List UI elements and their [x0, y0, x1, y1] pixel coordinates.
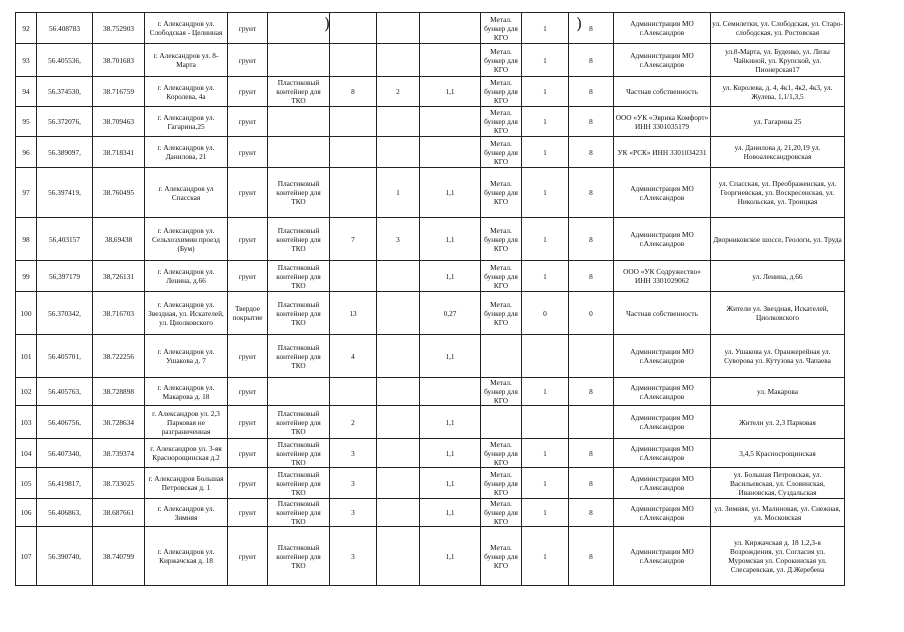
owner-cell: Администрация МО г.Александров — [614, 168, 711, 218]
owner-cell: Администрация МО г.Александров — [614, 218, 711, 261]
owner-cell: Администрация МО г.Александров — [614, 335, 711, 378]
container-count-cell — [330, 13, 377, 44]
container-type-cell: Пластиковый контейнер для ТКО — [268, 527, 330, 586]
bulk-bin-volume-cell: 8 — [569, 168, 614, 218]
address-cell: г. Александров ул. Данилова, 21 — [145, 137, 228, 168]
latitude-cell: 56.370342, — [37, 292, 93, 335]
table-row — [16, 378, 845, 406]
bulk-bin-volume-cell: 8 — [569, 44, 614, 77]
extra-count-cell — [377, 107, 420, 137]
longitude-cell: 38.687661 — [93, 499, 145, 527]
served-area-cell: ул. Семилетки, ул. Слободская, ул. Старо-слободская, ул. Ростовская — [711, 13, 845, 44]
bulk-bin-volume-cell: 0 — [569, 292, 614, 335]
served-area-cell: Жители ул. 2,3 Парковая — [711, 406, 845, 439]
row-number-cell: 96 — [16, 137, 37, 168]
bulk-bin-qty-cell: 1 — [522, 13, 569, 44]
bulk-bin-type-cell — [481, 335, 522, 378]
owner-cell: ООО «УК «Эврика Комфорт» ИНН 3301035179 — [614, 107, 711, 137]
container-count-cell — [330, 44, 377, 77]
bulk-bin-qty-cell: 1 — [522, 499, 569, 527]
container-volume-cell — [420, 13, 481, 44]
bulk-bin-type-cell: Метал. бункер для КГО — [481, 13, 522, 44]
container-volume-cell: 1,1 — [420, 527, 481, 586]
address-cell: г. Александров ул. Ушакова д. 7 — [145, 335, 228, 378]
container-volume-cell — [420, 378, 481, 406]
container-volume-cell: 1,1 — [420, 261, 481, 292]
owner-cell: Администрация МО г.Александров — [614, 378, 711, 406]
latitude-cell: 56,403157 — [37, 218, 93, 261]
address-cell: г. Александров ул. 3-яя Краснорощинская д.2 — [145, 439, 228, 468]
latitude-cell: 56.406756, — [37, 406, 93, 439]
bulk-bin-type-cell: Метал. бункер для КГО — [481, 527, 522, 586]
owner-cell: Администрация МО г.Александров — [614, 406, 711, 439]
surface-cell: грунт — [228, 261, 268, 292]
longitude-cell: 38.739374 — [93, 439, 145, 468]
container-volume-cell: 1,1 — [420, 77, 481, 107]
extra-count-cell — [377, 137, 420, 168]
container-count-cell: 3 — [330, 439, 377, 468]
surface-cell: грунт — [228, 168, 268, 218]
container-volume-cell — [420, 137, 481, 168]
served-area-cell: ул. Спасская, ул. Преображенская, ул. Георгиевская, ул. Воскресенская, ул. Никольская, ул. Троицкая — [711, 168, 845, 218]
surface-cell: грунт — [228, 335, 268, 378]
bulk-bin-volume-cell: 8 — [569, 77, 614, 107]
surface-cell: грунт — [228, 439, 268, 468]
bulk-bin-volume-cell: 8 — [569, 468, 614, 499]
extra-count-cell — [377, 406, 420, 439]
row-number-cell: 104 — [16, 439, 37, 468]
bulk-bin-volume-cell: 8 — [569, 137, 614, 168]
surface-cell: грунт — [228, 107, 268, 137]
address-cell: г. Александров Большая Петровская д. 1 — [145, 468, 228, 499]
container-volume-cell: 1,1 — [420, 406, 481, 439]
row-number-cell: 106 — [16, 499, 37, 527]
bulk-bin-volume-cell: 8 — [569, 499, 614, 527]
longitude-cell: 38.728634 — [93, 406, 145, 439]
bulk-bin-type-cell: Метал. бункер для КГО — [481, 77, 522, 107]
latitude-cell: 56.419817, — [37, 468, 93, 499]
owner-cell: Администрация МО г.Александров — [614, 13, 711, 44]
owner-cell: Администрация МО г.Александров — [614, 44, 711, 77]
owner-cell: Администрация МО г.Александров — [614, 439, 711, 468]
bulk-bin-type-cell: Метал. бункер для КГО — [481, 44, 522, 77]
latitude-cell: 56.397419, — [37, 168, 93, 218]
served-area-cell: ул. Ленина, д.66 — [711, 261, 845, 292]
extra-count-cell — [377, 439, 420, 468]
container-count-cell — [330, 168, 377, 218]
owner-cell: Частная собственность — [614, 77, 711, 107]
container-type-cell: Пластиковый контейнер для ТКО — [268, 439, 330, 468]
row-number-cell: 94 — [16, 77, 37, 107]
container-type-cell: Пластиковый контейнер для ТКО — [268, 335, 330, 378]
container-type-cell — [268, 137, 330, 168]
served-area-cell: ул. Данилова д. 21,20,19 ул. Новоалександровская — [711, 137, 845, 168]
table-row — [16, 218, 845, 261]
bulk-bin-type-cell: Метал. бункер для КГО — [481, 218, 522, 261]
table-row — [16, 439, 845, 468]
bulk-bin-qty-cell: 1 — [522, 77, 569, 107]
bulk-bin-qty-cell — [522, 335, 569, 378]
address-cell: г. Александров ул. Гагарина,25 — [145, 107, 228, 137]
address-cell: г. Александров ул. Макарова д. 18 — [145, 378, 228, 406]
extra-count-cell — [377, 44, 420, 77]
table-row — [16, 499, 845, 527]
table-row — [16, 527, 845, 586]
bulk-bin-volume-cell: 8 — [569, 527, 614, 586]
container-volume-cell: 1,1 — [420, 468, 481, 499]
container-count-cell — [330, 261, 377, 292]
address-cell: г. Александров ул. Слободская - Целинная — [145, 13, 228, 44]
bulk-bin-volume-cell: 8 — [569, 261, 614, 292]
container-count-cell: 3 — [330, 527, 377, 586]
bulk-bin-volume-cell — [569, 335, 614, 378]
surface-cell: грунт — [228, 218, 268, 261]
container-count-cell: 13 — [330, 292, 377, 335]
container-count-cell: 3 — [330, 499, 377, 527]
row-number-cell: 92 — [16, 13, 37, 44]
bulk-bin-qty-cell: 1 — [522, 261, 569, 292]
row-number-cell: 93 — [16, 44, 37, 77]
owner-cell: Администрация МО г.Александров — [614, 468, 711, 499]
surface-cell: грунт — [228, 137, 268, 168]
row-number-cell: 107 — [16, 527, 37, 586]
served-area-cell: Дворниковское шоссе, Геологи, ул. Труда — [711, 218, 845, 261]
longitude-cell: 38,726131 — [93, 261, 145, 292]
surface-cell: грунт — [228, 44, 268, 77]
longitude-cell: 38.716703 — [93, 292, 145, 335]
table-row — [16, 335, 845, 378]
served-area-cell: ул. Ушакова ул. Оранжерейная ул. Суворова ул. Кутузова ул. Чапаева — [711, 335, 845, 378]
owner-cell: Частная собственность — [614, 292, 711, 335]
container-count-cell: 3 — [330, 468, 377, 499]
longitude-cell: 38,69438 — [93, 218, 145, 261]
table-row — [16, 406, 845, 439]
container-count-cell: 2 — [330, 406, 377, 439]
bulk-bin-type-cell: Метал. бункер для КГО — [481, 292, 522, 335]
longitude-cell: 38.716759 — [93, 77, 145, 107]
row-number-cell: 103 — [16, 406, 37, 439]
extra-count-cell — [377, 335, 420, 378]
latitude-cell: 56.407340, — [37, 439, 93, 468]
row-number-cell: 101 — [16, 335, 37, 378]
longitude-cell: 38.760495 — [93, 168, 145, 218]
surface-cell: грунт — [228, 499, 268, 527]
address-cell: г. Александров ул. Звездная, ул. Искателей, ул. Циолковского — [145, 292, 228, 335]
bulk-bin-type-cell: Метал. бункер для КГО — [481, 499, 522, 527]
latitude-cell: 56.372076, — [37, 107, 93, 137]
bulk-bin-qty-cell: 0 — [522, 292, 569, 335]
address-cell: г. Александров ул. 8-Марта — [145, 44, 228, 77]
bulk-bin-volume-cell: 8 — [569, 107, 614, 137]
waste-sites-table — [15, 12, 845, 586]
surface-cell: грунт — [228, 77, 268, 107]
container-count-cell — [330, 378, 377, 406]
latitude-cell: 56.389097, — [37, 137, 93, 168]
bulk-bin-type-cell — [481, 406, 522, 439]
bulk-bin-type-cell: Метал. бункер для КГО — [481, 137, 522, 168]
served-area-cell: ул. Гагарина 25 — [711, 107, 845, 137]
served-area-cell: ул. Зимняя, ул. Малиновая, ул. Снежная, ул. Московская — [711, 499, 845, 527]
extra-count-cell — [377, 527, 420, 586]
row-number-cell: 98 — [16, 218, 37, 261]
longitude-cell: 38.709463 — [93, 107, 145, 137]
address-cell: г. Александров ул. Киржачская д. 18 — [145, 527, 228, 586]
bulk-bin-type-cell: Метал. бункер для КГО — [481, 261, 522, 292]
container-type-cell: Пластиковый контейнер для ТКО — [268, 499, 330, 527]
owner-cell: ООО «УК Содружество» ИНН 3301029062 — [614, 261, 711, 292]
address-cell: г. Александров ул. Сельхозхимии проезд (Бум) — [145, 218, 228, 261]
served-area-cell: ул. Большая Петровская, ул. Васильевская, ул. Словинская, Ивановская, Суздальская — [711, 468, 845, 499]
container-type-cell — [268, 13, 330, 44]
address-cell: г. Александров ул. Королева, 4а — [145, 77, 228, 107]
container-volume-cell: 1,1 — [420, 499, 481, 527]
surface-cell: грунт — [228, 406, 268, 439]
table-row — [16, 468, 845, 499]
bulk-bin-qty-cell: 1 — [522, 168, 569, 218]
container-type-cell: Пластиковый контейнер для ТКО — [268, 77, 330, 107]
served-area-cell: ул.8-Марта, ул. Буденко, ул. Лизы Чайкиной, ул. Крупской, ул. Пионерская17 — [711, 44, 845, 77]
served-area-cell: ул. Макарова — [711, 378, 845, 406]
latitude-cell: 56.405701, — [37, 335, 93, 378]
address-cell: г. Александров ул. 2,3 Парковая не разграниченная — [145, 406, 228, 439]
container-type-cell: Пластиковый контейнер для ТКО — [268, 406, 330, 439]
scan-mark: ) — [576, 14, 583, 33]
surface-cell: Твердое покрытие — [228, 292, 268, 335]
row-number-cell: 95 — [16, 107, 37, 137]
longitude-cell: 38.752903 — [93, 13, 145, 44]
address-cell: г. Александров ул. Зимняя — [145, 499, 228, 527]
container-count-cell — [330, 107, 377, 137]
row-number-cell: 97 — [16, 168, 37, 218]
bulk-bin-type-cell: Метал. бункер для КГО — [481, 378, 522, 406]
container-count-cell — [330, 137, 377, 168]
container-volume-cell — [420, 107, 481, 137]
bulk-bin-qty-cell: 1 — [522, 527, 569, 586]
extra-count-cell: 3 — [377, 218, 420, 261]
extra-count-cell — [377, 499, 420, 527]
latitude-cell: 56.405763, — [37, 378, 93, 406]
container-type-cell — [268, 378, 330, 406]
table-body — [16, 13, 845, 586]
container-type-cell: Пластиковый контейнер для ТКО — [268, 292, 330, 335]
owner-cell: Администрация МО г.Александров — [614, 527, 711, 586]
bulk-bin-qty-cell: 1 — [522, 218, 569, 261]
latitude-cell: 56.405536, — [37, 44, 93, 77]
surface-cell: грунт — [228, 527, 268, 586]
longitude-cell: 38.728898 — [93, 378, 145, 406]
container-type-cell: Пластиковый контейнер для ТКО — [268, 468, 330, 499]
registry-sheet — [15, 12, 845, 586]
row-number-cell: 100 — [16, 292, 37, 335]
bulk-bin-volume-cell: 8 — [569, 378, 614, 406]
bulk-bin-type-cell: Метал. бункер для КГО — [481, 107, 522, 137]
extra-count-cell: 2 — [377, 77, 420, 107]
bulk-bin-qty-cell: 1 — [522, 378, 569, 406]
longitude-cell: 38.722256 — [93, 335, 145, 378]
address-cell: г. Александров ул Спасская — [145, 168, 228, 218]
bulk-bin-qty-cell: 1 — [522, 44, 569, 77]
bulk-bin-type-cell: Метал. бункер для КГО — [481, 168, 522, 218]
served-area-cell: Жители ул. Звездная, Искателей, Циолковского — [711, 292, 845, 335]
table-row — [16, 292, 845, 335]
bulk-bin-volume-cell: 8 — [569, 439, 614, 468]
bulk-bin-volume-cell — [569, 406, 614, 439]
container-count-cell: 4 — [330, 335, 377, 378]
table-row — [16, 168, 845, 218]
served-area-cell: ул. Киржачская д. 18 1,2,3-я Возрождения, ул. Согласия ул. Муромская ул. Сорокинская ул. Слесаревская, ул. Д.Жеребена — [711, 527, 845, 586]
container-volume-cell: 1,1 — [420, 218, 481, 261]
table-row — [16, 137, 845, 168]
extra-count-cell — [377, 378, 420, 406]
owner-cell: Администрация МО г.Александров — [614, 499, 711, 527]
surface-cell: грунт — [228, 378, 268, 406]
table-row — [16, 261, 845, 292]
row-number-cell: 102 — [16, 378, 37, 406]
container-type-cell: Пластиковый контейнер для ТКО — [268, 168, 330, 218]
latitude-cell: 56.408783 — [37, 13, 93, 44]
container-volume-cell: 1,1 — [420, 439, 481, 468]
container-count-cell: 8 — [330, 77, 377, 107]
bulk-bin-type-cell: Метал. бункер для КГО — [481, 468, 522, 499]
row-number-cell: 105 — [16, 468, 37, 499]
table-row — [16, 107, 845, 137]
bulk-bin-qty-cell: 1 — [522, 107, 569, 137]
bulk-bin-qty-cell: 1 — [522, 137, 569, 168]
container-count-cell: 7 — [330, 218, 377, 261]
surface-cell: грунт — [228, 13, 268, 44]
container-volume-cell: 1,1 — [420, 335, 481, 378]
extra-count-cell — [377, 13, 420, 44]
scan-mark: ) — [324, 14, 331, 33]
container-volume-cell: 1,1 — [420, 168, 481, 218]
served-area-cell: 3,4,5 Красносрощинская — [711, 439, 845, 468]
bulk-bin-volume-cell: 8 — [569, 218, 614, 261]
latitude-cell: 56.374530, — [37, 77, 93, 107]
bulk-bin-qty-cell: 1 — [522, 468, 569, 499]
longitude-cell: 38.733025 — [93, 468, 145, 499]
served-area-cell: ул. Королева, д. 4, 4к1, 4к2, 4к3, ул. Жулева, 1,1/1,3,5 — [711, 77, 845, 107]
bulk-bin-qty-cell — [522, 406, 569, 439]
latitude-cell: 56.390740, — [37, 527, 93, 586]
container-type-cell: Пластиковый контейнер для ТКО — [268, 218, 330, 261]
bulk-bin-volume-cell: 8 — [569, 13, 614, 44]
table-row — [16, 77, 845, 107]
extra-count-cell — [377, 292, 420, 335]
latitude-cell: 56,397179 — [37, 261, 93, 292]
table-row — [16, 44, 845, 77]
bulk-bin-qty-cell: 1 — [522, 439, 569, 468]
address-cell: г. Александров ул. Ленина, д.66 — [145, 261, 228, 292]
extra-count-cell — [377, 261, 420, 292]
container-volume-cell — [420, 44, 481, 77]
container-type-cell — [268, 44, 330, 77]
container-type-cell — [268, 107, 330, 137]
latitude-cell: 56.406863, — [37, 499, 93, 527]
container-volume-cell: 0,27 — [420, 292, 481, 335]
container-type-cell: Пластиковый контейнер для ТКО — [268, 261, 330, 292]
longitude-cell: 38.701683 — [93, 44, 145, 77]
extra-count-cell: 1 — [377, 168, 420, 218]
row-number-cell: 99 — [16, 261, 37, 292]
extra-count-cell — [377, 468, 420, 499]
surface-cell: грунт — [228, 468, 268, 499]
table-row — [16, 13, 845, 44]
longitude-cell: 38.718341 — [93, 137, 145, 168]
bulk-bin-type-cell: Метал. бункер для КГО — [481, 439, 522, 468]
longitude-cell: 38.740799 — [93, 527, 145, 586]
owner-cell: УК «РСК» ИНН 3301034231 — [614, 137, 711, 168]
